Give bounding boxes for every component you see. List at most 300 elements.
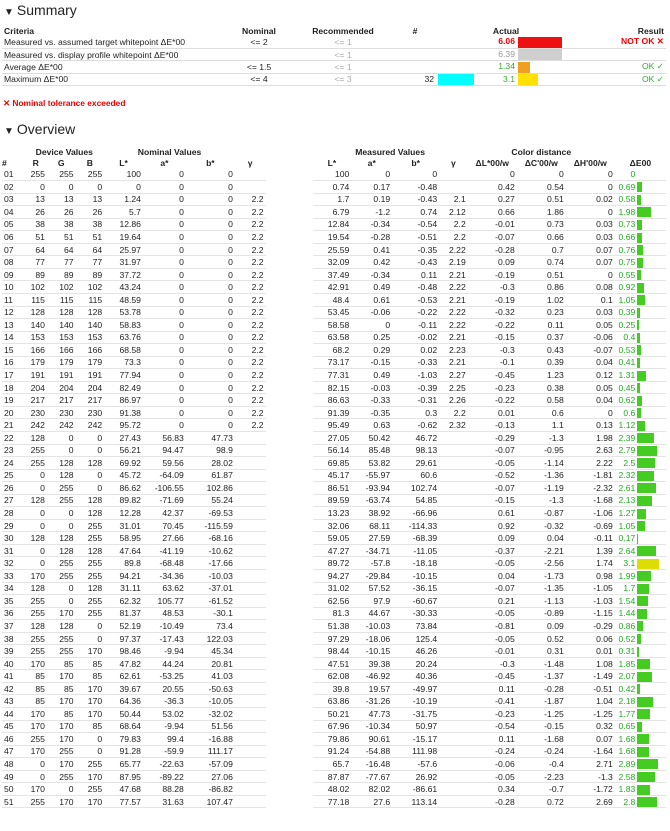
cell-value: 0	[24, 770, 46, 783]
column-header: R	[32, 157, 39, 168]
cell-value: 53.82	[351, 457, 392, 470]
nominal-value: <= 1.5	[226, 61, 292, 73]
cell-value: 48.59	[104, 293, 143, 306]
cell-value	[439, 532, 468, 545]
cell-value: 0.6	[615, 406, 637, 419]
cell-value: -0.54	[468, 720, 517, 733]
cell-value: 2.21	[439, 293, 468, 306]
cell-value: 0	[47, 519, 76, 532]
cell-value: 56.14	[313, 444, 352, 457]
cell-value	[439, 431, 468, 444]
cell-value: -0.51	[392, 231, 439, 244]
overview-heading[interactable]: ▼ Overview	[4, 121, 76, 137]
cell-value: 62.32	[104, 595, 143, 608]
patch-number: 11	[2, 293, 24, 306]
patch-number: 34	[2, 582, 24, 595]
result-status: OK ✓	[576, 61, 666, 73]
cell-value	[439, 457, 468, 470]
cell-value: -0.43	[392, 256, 439, 269]
cell-value: 0.49	[351, 281, 392, 294]
table-row	[2, 256, 666, 269]
cell-value: 2.19	[439, 256, 468, 269]
cell-value: 94.21	[104, 570, 143, 583]
cell-value: 0	[104, 181, 143, 194]
delta-e-bar-cell	[637, 394, 666, 407]
cell-value: -0.28	[468, 795, 517, 808]
cell-value: 47.51	[313, 657, 352, 670]
cell-value: -86.61	[392, 783, 439, 796]
cell-value: -32.02	[186, 708, 235, 721]
delta-e-bar-cell	[637, 193, 666, 206]
cell-value: 0	[24, 469, 46, 482]
summary-heading[interactable]: ▼ Summary	[4, 2, 77, 18]
cell-value: -0.33	[392, 356, 439, 369]
delta-e-bar-cell	[637, 381, 666, 394]
cell-value: 77	[76, 256, 105, 269]
cell-value: 0.09	[468, 256, 517, 269]
cell-value: 0.21	[468, 595, 517, 608]
cell-value	[235, 795, 266, 808]
cell-value: 2.22	[439, 281, 468, 294]
patch-number: 35	[2, 595, 24, 608]
cell-value: 45.34	[186, 645, 235, 658]
cell-value: -1.49	[566, 670, 615, 683]
delta-e-bar	[637, 471, 653, 481]
delta-e-bar	[637, 722, 642, 732]
cell-value: -0.01	[468, 218, 517, 231]
device-values-header: Device Values	[35, 146, 93, 157]
cell-value	[235, 582, 266, 595]
patch-number: 29	[2, 519, 24, 532]
column-header: G	[57, 157, 65, 168]
cell-value: 128	[47, 532, 76, 545]
cell-value: -114.33	[392, 519, 439, 532]
cell-value: -0.06	[351, 306, 392, 319]
cell-value	[439, 682, 468, 695]
cell-value: 47.64	[104, 544, 143, 557]
patch-number: 15	[2, 344, 24, 357]
cell-value: 0	[186, 218, 235, 231]
cell-value: 0	[143, 319, 186, 332]
cell-value: -0.95	[517, 444, 566, 457]
cell-value: 0	[186, 381, 235, 394]
cell-value: -0.05	[468, 770, 517, 783]
cell-value: 170	[24, 783, 46, 796]
cell-value: 0	[24, 544, 46, 557]
cell-value: 89.72	[313, 557, 352, 570]
cell-value	[439, 770, 468, 783]
cell-value: 0	[186, 193, 235, 206]
cell-value: 12.28	[104, 507, 143, 520]
cell-value: 170	[76, 695, 105, 708]
cell-value: -64.09	[143, 469, 186, 482]
cell-value: 0	[615, 168, 637, 181]
cell-value: 0	[24, 557, 46, 570]
cell-value: 20.81	[186, 657, 235, 670]
cell-value: -0.4	[517, 758, 566, 771]
patch-number: 26	[2, 482, 24, 495]
cell-value: 2.2	[235, 243, 266, 256]
cell-value: 255	[24, 645, 46, 658]
cell-value: 230	[76, 406, 105, 419]
cell-value: 170	[76, 682, 105, 695]
delta-e-bar-cell	[637, 758, 666, 771]
cell-value: -93.94	[351, 482, 392, 495]
cell-value: 5.7	[104, 206, 143, 219]
cell-value: -0.07	[468, 582, 517, 595]
patch-number: 14	[2, 331, 24, 344]
cell-value: 242	[47, 419, 76, 432]
cell-value: 77	[47, 256, 76, 269]
cell-value: 102.86	[186, 482, 235, 495]
delta-e-bar-cell	[637, 595, 666, 608]
cell-value: -1.68	[517, 733, 566, 746]
cell-value: 0.41	[615, 356, 637, 369]
patch-number: 33	[2, 570, 24, 583]
cell-value: 13.23	[313, 507, 352, 520]
cell-value: 255	[76, 557, 105, 570]
cell-value: -9.94	[143, 720, 186, 733]
cell-value: -0.35	[392, 243, 439, 256]
cell-value: 0	[186, 344, 235, 357]
table-row	[2, 344, 666, 357]
cell-value: -10.15	[392, 570, 439, 583]
cell-value: 2.22	[439, 243, 468, 256]
cell-value: 0	[24, 758, 46, 771]
cell-value: 0	[24, 482, 46, 495]
delta-e-bar-cell	[637, 356, 666, 369]
cell-value: 0.65	[615, 720, 637, 733]
patch-number: 04	[2, 206, 24, 219]
cell-value: 0.66	[517, 231, 566, 244]
actual-indicator-swatch	[518, 37, 562, 48]
cell-value	[439, 557, 468, 570]
cell-value: 0.53	[615, 344, 637, 357]
cell-value: 19.54	[313, 231, 352, 244]
delta-e-bar-cell	[637, 243, 666, 256]
cell-value: 0	[143, 369, 186, 382]
cell-value: 128	[76, 544, 105, 557]
cell-value: 170	[24, 708, 46, 721]
cell-value: 0.11	[392, 268, 439, 281]
delta-e-bar	[637, 283, 643, 293]
cell-value: 128	[24, 620, 46, 633]
table-row	[2, 457, 666, 470]
actual-indicator-swatch	[518, 74, 538, 85]
cell-value: 2.2	[235, 218, 266, 231]
cell-value: 64	[47, 243, 76, 256]
cell-value: 55.24	[186, 494, 235, 507]
collapse-triangle-icon[interactable]: ▼	[4, 126, 14, 137]
cell-value	[235, 532, 266, 545]
cell-value: 2.58	[615, 770, 637, 783]
cell-value: -16.88	[186, 733, 235, 746]
cell-value: 28.02	[186, 457, 235, 470]
cell-value: 2.8	[615, 795, 637, 808]
cell-value: 2.79	[615, 444, 637, 457]
delta-e-bar	[637, 371, 646, 381]
table-row	[2, 231, 666, 244]
delta-e-bar	[637, 308, 640, 318]
cell-value: 0	[186, 293, 235, 306]
cell-value: -0.13	[468, 419, 517, 432]
delta-e-bar-cell	[637, 733, 666, 746]
cell-value: -9.94	[143, 645, 186, 658]
cell-value: 1.85	[615, 657, 637, 670]
cell-value: 86.63	[313, 394, 352, 407]
cell-value: -0.3	[468, 344, 517, 357]
cell-value: 52.19	[104, 620, 143, 633]
cell-value: 27.06	[186, 770, 235, 783]
cell-value: 0.7	[517, 243, 566, 256]
cell-value: 0.17	[615, 532, 637, 545]
table-row	[2, 657, 666, 670]
table-row	[2, 620, 666, 633]
cell-value: 0.11	[468, 682, 517, 695]
cell-value: -1.15	[566, 607, 615, 620]
cell-value	[439, 645, 468, 658]
cell-value: -1.87	[517, 695, 566, 708]
cell-value: 77.94	[104, 369, 143, 382]
patch-number: 24	[2, 457, 24, 470]
table-row	[2, 431, 666, 444]
cell-value: 0.86	[615, 620, 637, 633]
cell-value: -10.15	[351, 645, 392, 658]
cell-value: -1.64	[566, 745, 615, 758]
cell-value: 79.83	[104, 733, 143, 746]
cell-value: 2.21	[439, 331, 468, 344]
cell-value: 170	[76, 770, 105, 783]
cell-value	[439, 582, 468, 595]
collapse-triangle-icon[interactable]: ▼	[4, 7, 14, 18]
cell-value: -10.03	[351, 620, 392, 633]
cell-value: 19.64	[104, 231, 143, 244]
cell-value: 91.38	[104, 406, 143, 419]
cell-value: 170	[47, 695, 76, 708]
cell-value: 0.45	[615, 381, 637, 394]
overview-table	[2, 146, 666, 808]
cell-value: 217	[24, 394, 46, 407]
cell-value: 85	[24, 682, 46, 695]
cell-value: 111.17	[186, 745, 235, 758]
cell-value: 128	[76, 494, 105, 507]
cell-value: -0.06	[566, 331, 615, 344]
cell-value: 68.58	[104, 344, 143, 357]
delta-e-bar	[637, 772, 655, 782]
cell-value: 73.3	[104, 356, 143, 369]
cell-value: 95.72	[104, 419, 143, 432]
delta-e-bar	[637, 207, 651, 217]
actual-value: 1.34	[498, 61, 515, 72]
cell-value: 62.08	[313, 670, 352, 683]
table-row	[2, 319, 666, 332]
cell-value: 99.4	[143, 733, 186, 746]
cell-value: -54.88	[351, 745, 392, 758]
cell-value: 125.4	[392, 632, 439, 645]
result-header: Result	[637, 25, 664, 36]
cell-value: -0.45	[468, 670, 517, 683]
cell-value: 255	[47, 557, 76, 570]
cell-value: -68.48	[143, 557, 186, 570]
cell-value: 64.36	[104, 695, 143, 708]
cell-value: -1.81	[566, 469, 615, 482]
patch-number: 38	[2, 632, 24, 645]
patch-number: 31	[2, 544, 24, 557]
cell-value: -0.87	[517, 507, 566, 520]
cell-value: 0	[143, 331, 186, 344]
delta-e-bar-cell	[637, 507, 666, 520]
cell-value: 0	[143, 231, 186, 244]
delta-e-bar-cell	[637, 344, 666, 357]
delta-e-bar	[637, 647, 639, 657]
cell-value: 97.29	[313, 632, 352, 645]
cell-value: 2.07	[615, 670, 637, 683]
cell-value: 255	[47, 632, 76, 645]
cell-value: 47.68	[104, 783, 143, 796]
cell-value: 255	[24, 444, 46, 457]
delta-e-bar-cell	[637, 331, 666, 344]
cell-value: 0.62	[615, 394, 637, 407]
patch-number: 45	[2, 720, 24, 733]
cell-value: 102	[76, 281, 105, 294]
cell-value: 68.11	[351, 519, 392, 532]
table-row	[2, 218, 666, 231]
cell-value: 0	[143, 193, 186, 206]
cell-value: 0	[468, 168, 517, 181]
cell-value: 2.32	[439, 419, 468, 432]
table-row	[2, 181, 666, 194]
cell-value: 0	[186, 369, 235, 382]
cell-value: 48.4	[313, 293, 352, 306]
column-header: b*	[206, 157, 215, 168]
delta-e-bar	[637, 571, 651, 581]
cell-value: 128	[24, 532, 46, 545]
cell-value: 0.07	[566, 256, 615, 269]
cell-value: 102	[47, 281, 76, 294]
cell-value: 0	[186, 181, 235, 194]
summary-row	[2, 48, 666, 60]
cell-value: -89.22	[143, 770, 186, 783]
table-row	[2, 369, 666, 382]
cell-value: 13	[24, 193, 46, 206]
patch-number: 20	[2, 406, 24, 419]
cell-value: 0	[143, 181, 186, 194]
cell-value: 2.25	[439, 381, 468, 394]
delta-e-bar-cell	[637, 720, 666, 733]
nominal-values-header: Nominal Values	[137, 146, 202, 157]
cell-value: 0.74	[313, 181, 352, 194]
cell-value: 0	[76, 733, 105, 746]
cell-value: 98.9	[186, 444, 235, 457]
cell-value: -2.23	[517, 770, 566, 783]
cell-value: 47.73	[186, 431, 235, 444]
table-row	[2, 381, 666, 394]
cell-value: 79.86	[313, 733, 352, 746]
delta-e-bar	[637, 509, 646, 519]
cell-value: 0.09	[517, 620, 566, 633]
delta-e-bar-cell	[637, 281, 666, 294]
cell-value: 0.17	[351, 181, 392, 194]
cell-value: 0.04	[517, 532, 566, 545]
cell-value: 19.57	[351, 682, 392, 695]
delta-e-bar-cell	[637, 770, 666, 783]
cell-value: 1.44	[615, 607, 637, 620]
cell-value: -0.1	[468, 356, 517, 369]
cell-value: -0.22	[468, 394, 517, 407]
delta-e-bar	[637, 220, 642, 230]
cell-value	[439, 733, 468, 746]
cell-value: -59.9	[143, 745, 186, 758]
cell-value: 0.04	[468, 570, 517, 583]
cell-value: -0.22	[468, 319, 517, 332]
cell-value	[439, 708, 468, 721]
cell-value: 0.25	[351, 331, 392, 344]
patch-number: 28	[2, 507, 24, 520]
cell-value: 1.05	[615, 519, 637, 532]
delta-e-bar	[637, 684, 640, 694]
cell-value: 0	[186, 406, 235, 419]
column-header: B	[86, 157, 93, 168]
cell-value: 89	[76, 268, 105, 281]
cell-value: 85	[76, 670, 105, 683]
patch-number: 22	[2, 431, 24, 444]
cell-value: -86.82	[186, 783, 235, 796]
table-row	[2, 795, 666, 808]
cell-value: 2.22	[566, 457, 615, 470]
delta-e-bar	[637, 345, 641, 355]
column-header: ΔH'00/w	[573, 157, 607, 168]
cell-value: 0	[186, 394, 235, 407]
delta-e-bar	[637, 584, 649, 594]
delta-e-bar	[637, 534, 638, 544]
cell-value: 26	[47, 206, 76, 219]
delta-e-bar-cell	[637, 431, 666, 444]
delta-e-bar-cell	[637, 745, 666, 758]
cell-value: 191	[76, 369, 105, 382]
delta-e-bar	[637, 609, 647, 619]
cell-value: 0	[76, 469, 105, 482]
cell-value: 113.14	[392, 795, 439, 808]
cell-value: 170	[47, 670, 76, 683]
cell-value: 170	[47, 795, 76, 808]
recommended-value: <= 1	[292, 48, 394, 60]
patch-number: 21	[2, 419, 24, 432]
actual-value: 3.1	[503, 73, 515, 84]
actual-header: Actual	[492, 25, 520, 36]
cell-value: -0.62	[392, 419, 439, 432]
cell-value: 0	[566, 181, 615, 194]
summary-row	[2, 61, 666, 73]
table-row	[2, 645, 666, 658]
cell-value: -10.05	[186, 695, 235, 708]
patch-number: 37	[2, 620, 24, 633]
cell-value: -53.25	[143, 670, 186, 683]
cell-value: 102	[24, 281, 46, 294]
cell-value: 39.38	[351, 657, 392, 670]
cell-value: 0.58	[615, 193, 637, 206]
cell-value: 0	[186, 419, 235, 432]
cell-value: 87.95	[104, 770, 143, 783]
delta-e-bar	[637, 358, 640, 368]
cell-value	[235, 758, 266, 771]
cell-value: 2.2	[235, 319, 266, 332]
cell-value: 128	[76, 582, 105, 595]
column-header: a*	[160, 157, 169, 168]
cell-value: -69.53	[186, 507, 235, 520]
cell-value: 0.07	[566, 243, 615, 256]
delta-e-bar-cell	[637, 544, 666, 557]
delta-e-bar-cell	[637, 645, 666, 658]
